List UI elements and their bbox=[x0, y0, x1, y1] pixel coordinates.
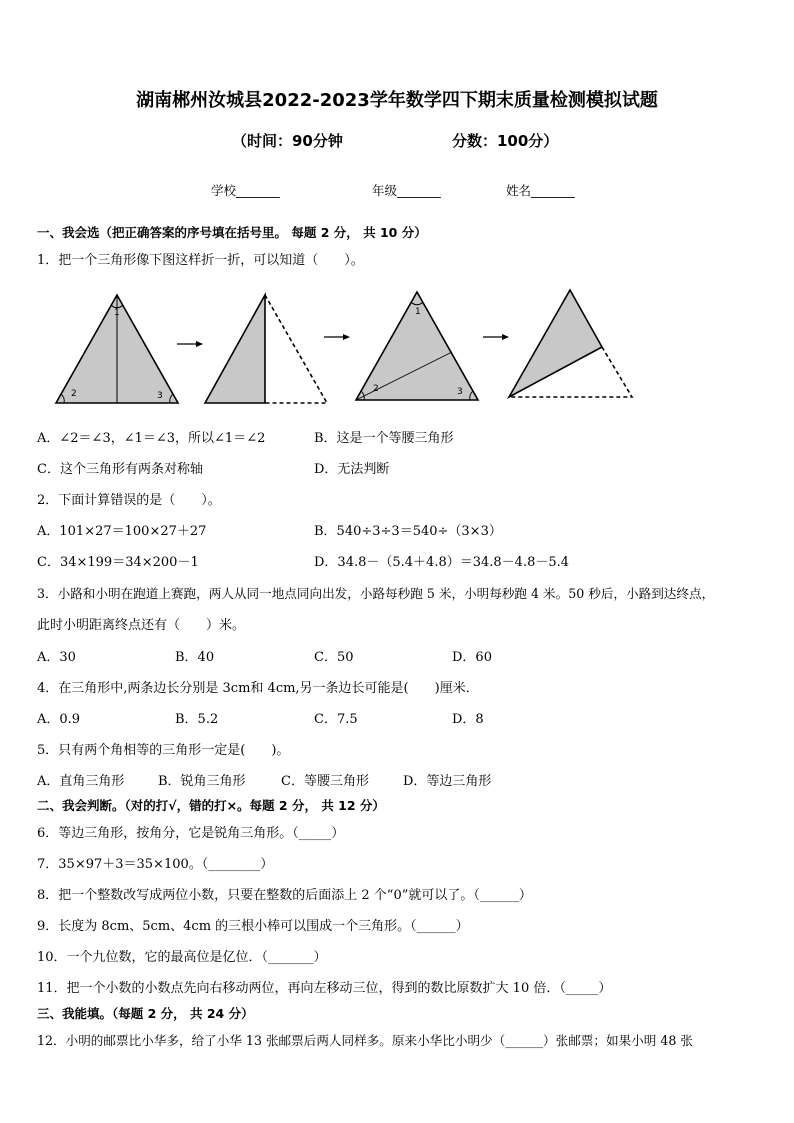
q3-option-a[interactable]: A．30 bbox=[37, 650, 76, 665]
dashed-half-1 bbox=[265, 295, 327, 403]
question-6: 6．等边三角形，按角分，它是锐角三角形。（_____） bbox=[37, 826, 345, 841]
q5-option-a[interactable]: A．直角三角形 bbox=[37, 774, 125, 789]
question-3-line-2: 此时小明距离终点还有（ ）米。 bbox=[37, 618, 246, 633]
section-1-heading: 一、我会选（把正确答案的序号填在括号里。 每题 2 分， 共 10 分） bbox=[37, 225, 427, 240]
q1-option-c[interactable]: C．这个三角形有两条对称轴 bbox=[37, 462, 203, 477]
triangle-4 bbox=[509, 290, 602, 397]
school-field[interactable]: 学校_______ bbox=[211, 183, 280, 198]
angle-label-1b: 1 bbox=[415, 307, 421, 317]
q3-option-b[interactable]: B．40 bbox=[175, 650, 215, 665]
angle-label-3: 3 bbox=[157, 391, 163, 401]
name-field[interactable]: 姓名_______ bbox=[506, 183, 575, 198]
question-1: 1．把一个三角形像下图这样折一折，可以知道（ ）。 bbox=[37, 253, 364, 268]
question-3-line-1: 3．小路和小明在跑道上赛跑，两人从同一地点同向出发，小路每秒跑 5 米，小明每秒跑 4 米。50 秒后，小路到达终点， bbox=[37, 586, 715, 601]
folding-triangle-figure bbox=[0, 280, 794, 420]
question-8: 8．把一个整数改写成两位小数，只要在整数的后面添上 2 个“0”就可以了。（______） bbox=[37, 888, 532, 903]
q5-option-c[interactable]: C．等腰三角形 bbox=[281, 774, 369, 789]
triangle-2 bbox=[205, 295, 265, 403]
grade-field[interactable]: 年级_______ bbox=[372, 183, 441, 198]
q1-option-a[interactable]: A．∠2＝∠3，∠1＝∠3，所以∠1＝∠2 bbox=[37, 431, 266, 446]
q2-option-b[interactable]: B．540÷3÷3＝540÷（3×3） bbox=[314, 524, 502, 539]
exam-time: （时间：90分钟 bbox=[232, 132, 343, 150]
q1-option-d[interactable]: D．无法判断 bbox=[314, 462, 390, 477]
question-7: 7．35×97＋3＝35×100。（________） bbox=[37, 857, 274, 872]
q4-option-b[interactable]: B．5.2 bbox=[175, 712, 219, 727]
question-4: 4．在三角形中,两条边长分别是 3cm和 4cm,另一条边长可能是( )厘米． bbox=[37, 681, 479, 696]
question-5: 5．只有两个角相等的三角形一定是( )。 bbox=[37, 743, 290, 758]
q4-option-d[interactable]: D．8 bbox=[452, 712, 484, 727]
q5-option-b[interactable]: B．锐角三角形 bbox=[158, 774, 246, 789]
question-9: 9．长度为 8cm、5cm、4cm 的三根小棒可以围成一个三角形。（______） bbox=[37, 919, 469, 934]
q4-option-c[interactable]: C．7.5 bbox=[314, 712, 358, 727]
q4-option-a[interactable]: A．0.9 bbox=[37, 712, 81, 727]
question-11: 11．把一个小数的小数点先向右移动两位，再向左移动三位，得到的数比原数扩大 10 倍．（_____） bbox=[37, 981, 612, 996]
q2-option-c[interactable]: C．34×199＝34×200－1 bbox=[37, 555, 199, 570]
q3-option-d[interactable]: D．60 bbox=[452, 650, 492, 665]
section-3-heading: 三、我能填。（每题 2 分， 共 24 分） bbox=[37, 1006, 254, 1021]
question-12: 12．小明的邮票比小华多，给了小华 13 张邮票后两人同样多。原来小华比小明少（______）张邮票；如果小明 48 张 bbox=[37, 1033, 693, 1048]
q2-option-a[interactable]: A．101×27＝100×27＋27 bbox=[37, 524, 207, 539]
q3-option-c[interactable]: C．50 bbox=[314, 650, 354, 665]
question-2: 2．下面计算错误的是（ ）。 bbox=[37, 493, 221, 508]
q2-option-d[interactable]: D．34.8－（5.4＋4.8）＝34.8－4.8－5.4 bbox=[314, 555, 570, 570]
question-10: 10．一个九位数，它的最高位是亿位．（_______） bbox=[37, 950, 327, 965]
section-2-heading: 二、我会判断。（对的打√，错的打×。每题 2 分， 共 12 分） bbox=[37, 798, 385, 813]
exam-score: 分数：100分） bbox=[452, 132, 559, 150]
page-title: 湖南郴州汝城县2022-2023学年数学四下期末质量检测模拟试题 bbox=[136, 90, 658, 111]
q5-option-d[interactable]: D．等边三角形 bbox=[403, 774, 492, 789]
angle-label-3b: 3 bbox=[457, 387, 463, 397]
angle-label-2: 2 bbox=[71, 389, 77, 399]
q1-option-b[interactable]: B．这是一个等腰三角形 bbox=[314, 431, 454, 446]
angle-label-1: 1 bbox=[114, 308, 120, 318]
angle-label-2b: 2 bbox=[373, 384, 379, 394]
